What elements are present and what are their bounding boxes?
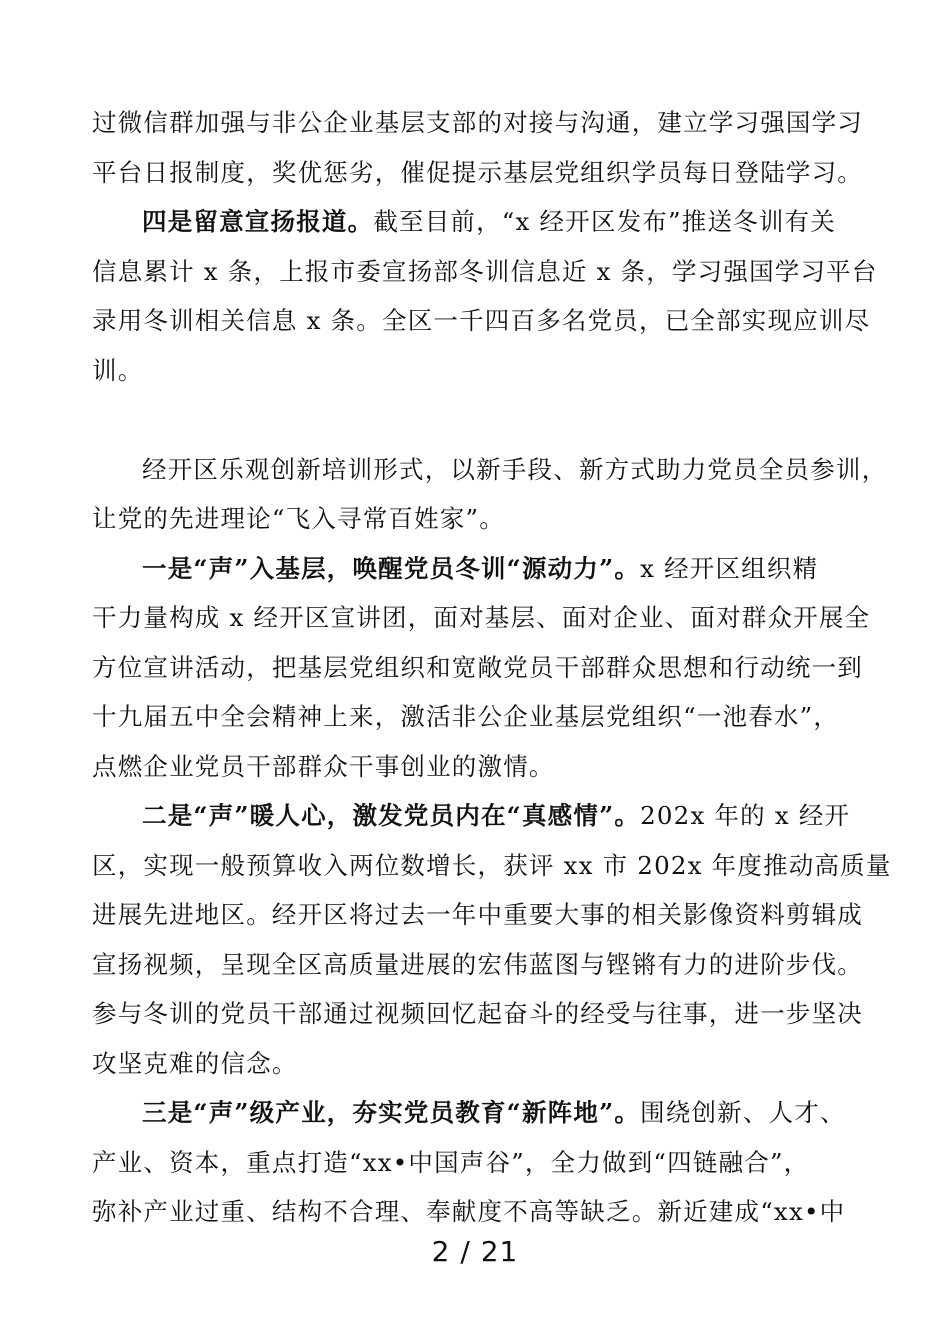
text-line: 让党的先进理论“飞入寻常百姓家”。	[92, 504, 505, 533]
text-line: 干力量构成 x 经开区宣讲团，面对基层、面对企业、面对群众开展全	[92, 603, 871, 632]
text-span: 202x 年的 x 经开	[640, 801, 851, 830]
paragraph-heading: 四是留意宣扬报道。	[142, 207, 374, 236]
text-line: 攻坚克难的信念。	[92, 1049, 298, 1078]
text-span: 截至目前，“x 经开区发布”推送冬训有关	[373, 207, 836, 236]
text-line: 进展先进地区。经开区将过去一年中重要大事的相关影像资料剪辑成	[92, 900, 863, 929]
page-number: 2 / 21	[431, 1235, 519, 1268]
section-heading	[142, 403, 862, 437]
text-line: 弥补产业过重、结构不合理、奉献度不高等缺乏。新近建成“xx•中	[92, 1197, 846, 1226]
text-line: 区，实现一般预算收入两位数增长，获评 xx 市 202x 年度推动高质量	[92, 851, 892, 880]
paragraph-first-line	[142, 205, 862, 239]
text-line: 宣扬视频，呈现全区高质量进展的宏伟蓝图与铿锵有力的进阶步伐。	[92, 950, 863, 979]
text-span: 围绕创新、人才、	[640, 1098, 846, 1127]
text-line: 信息累计 x 条，上报市委宣扬部冬训信息近 x 条，学习强国学习平台	[92, 257, 878, 286]
text-line: 十九届五中全会精神上来，激活非公企业基层党组织“一池春水”，	[92, 702, 840, 731]
text-line: 过微信群加强与非公企业基层支部的对接与沟通，建立学习强国学习	[92, 108, 863, 137]
paragraph-heading: 三是“声”级产业，夯实党员教育“新阵地”。	[142, 1098, 641, 1127]
paragraph-heading: 二是“声”暖人心，激发党员内在“真感情”。	[142, 801, 641, 830]
text-line: 经开区乐观创新培训形式，以新手段、新方式助力党员全员参训，	[142, 455, 888, 484]
text-line: 方位宣讲活动，把基层党组织和宽敞党员干部群众思想和行动统一到	[92, 653, 863, 682]
text-line: 平台日报制度，奖优惩劣，催促提示基层党组织学员每日登陆学习。	[92, 158, 863, 187]
paragraph-first-line	[142, 799, 862, 833]
paragraph-first-line	[142, 1096, 862, 1130]
text-line: 参与冬训的党员干部通过视频回忆起奋斗的经受与往事，进一步坚决	[92, 999, 863, 1028]
text-line: 录用冬训相关信息 x 条。全区一千四百多名党员，已全部实现应训尽	[92, 306, 871, 335]
text-line: 训。	[92, 356, 144, 385]
paragraph-first-line	[142, 552, 862, 586]
text-line: 点燃企业党员干部群众干事创业的激情。	[92, 752, 555, 781]
paragraph-heading: 一是“声”入基层，唤醒党员冬训“源动力”。	[142, 554, 641, 583]
text-span: x 经开区组织精	[640, 554, 819, 583]
text-line: 产业、资本，重点打造“xx•中国声谷”，全力做到“四链融合”，	[92, 1148, 810, 1177]
